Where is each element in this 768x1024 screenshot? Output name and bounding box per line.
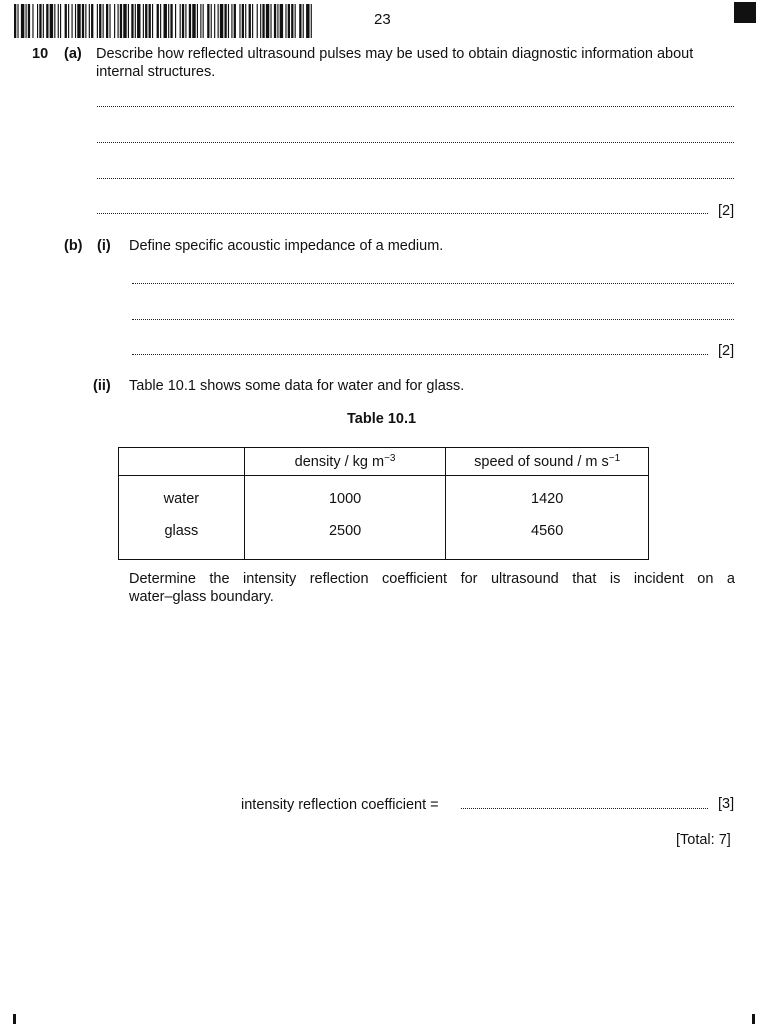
table-header-density: density / kg $m^{-3}$ <box>244 448 446 476</box>
table-cell-material: water <box>119 476 245 520</box>
barcode <box>14 4 312 38</box>
answer-line-bi1[interactable] <box>132 283 734 284</box>
answer-line-a3[interactable] <box>97 178 734 179</box>
determine-text-line1: Determine the intensity reflection coefficient for ultrasound that is incident on a <box>129 571 735 587</box>
answer-label: intensity reflection coefficient = <box>241 797 439 813</box>
determine-question <box>129 570 735 606</box>
table-cell-material: glass <box>119 519 245 560</box>
crop-mark-right <box>752 1014 755 1024</box>
total-marks: [Total: 7] <box>676 832 731 848</box>
table-cell-density: 1000 <box>244 476 446 520</box>
part-b-ii-marks: [3] <box>718 796 735 812</box>
question-number: 10 <box>32 46 49 62</box>
table-header-row <box>119 448 649 476</box>
part-b-label: (b) <box>64 238 83 254</box>
table-cell-speed: 1420 <box>446 476 649 520</box>
part-a-label: (a) <box>64 46 82 62</box>
table-cell-speed: 4560 <box>446 519 649 560</box>
answer-line-bi2[interactable] <box>132 319 734 320</box>
part-b-i-label: (i) <box>97 238 111 254</box>
part-b-ii-text: Table 10.1 shows some data for water and for glass. <box>129 378 465 394</box>
part-a-text-line2: internal structures. <box>96 64 216 80</box>
answer-line-a2[interactable] <box>97 142 734 143</box>
table-header-empty <box>119 448 245 476</box>
part-a-question <box>96 45 746 81</box>
crop-mark-left <box>13 1014 16 1024</box>
part-a-marks: [2] <box>718 203 735 219</box>
answer-line-bi3[interactable] <box>132 354 708 355</box>
table-row <box>119 519 649 560</box>
table-title: Table 10.1 <box>347 411 417 427</box>
corner-registration-mark <box>734 2 756 23</box>
part-b-ii-label: (ii) <box>93 378 111 394</box>
determine-text-line2: water–glass boundary. <box>129 589 274 605</box>
answer-line-bii[interactable] <box>461 808 708 809</box>
page-number: 23 <box>374 11 391 28</box>
answer-line-a1[interactable] <box>97 106 734 107</box>
part-b-i-text: Define specific acoustic impedance of a medium. <box>129 238 444 254</box>
data-table <box>118 447 649 560</box>
answer-line-a4[interactable] <box>97 213 708 214</box>
table-header-speed: speed of sound / m $s^{-1}$ <box>446 448 649 476</box>
table-cell-density: 2500 <box>244 519 446 560</box>
part-a-text-line1: Describe how reflected ultrasound pulses may be used to obtain diagnostic information about <box>96 46 694 62</box>
table-row <box>119 476 649 520</box>
part-b-i-marks: [2] <box>718 343 735 359</box>
